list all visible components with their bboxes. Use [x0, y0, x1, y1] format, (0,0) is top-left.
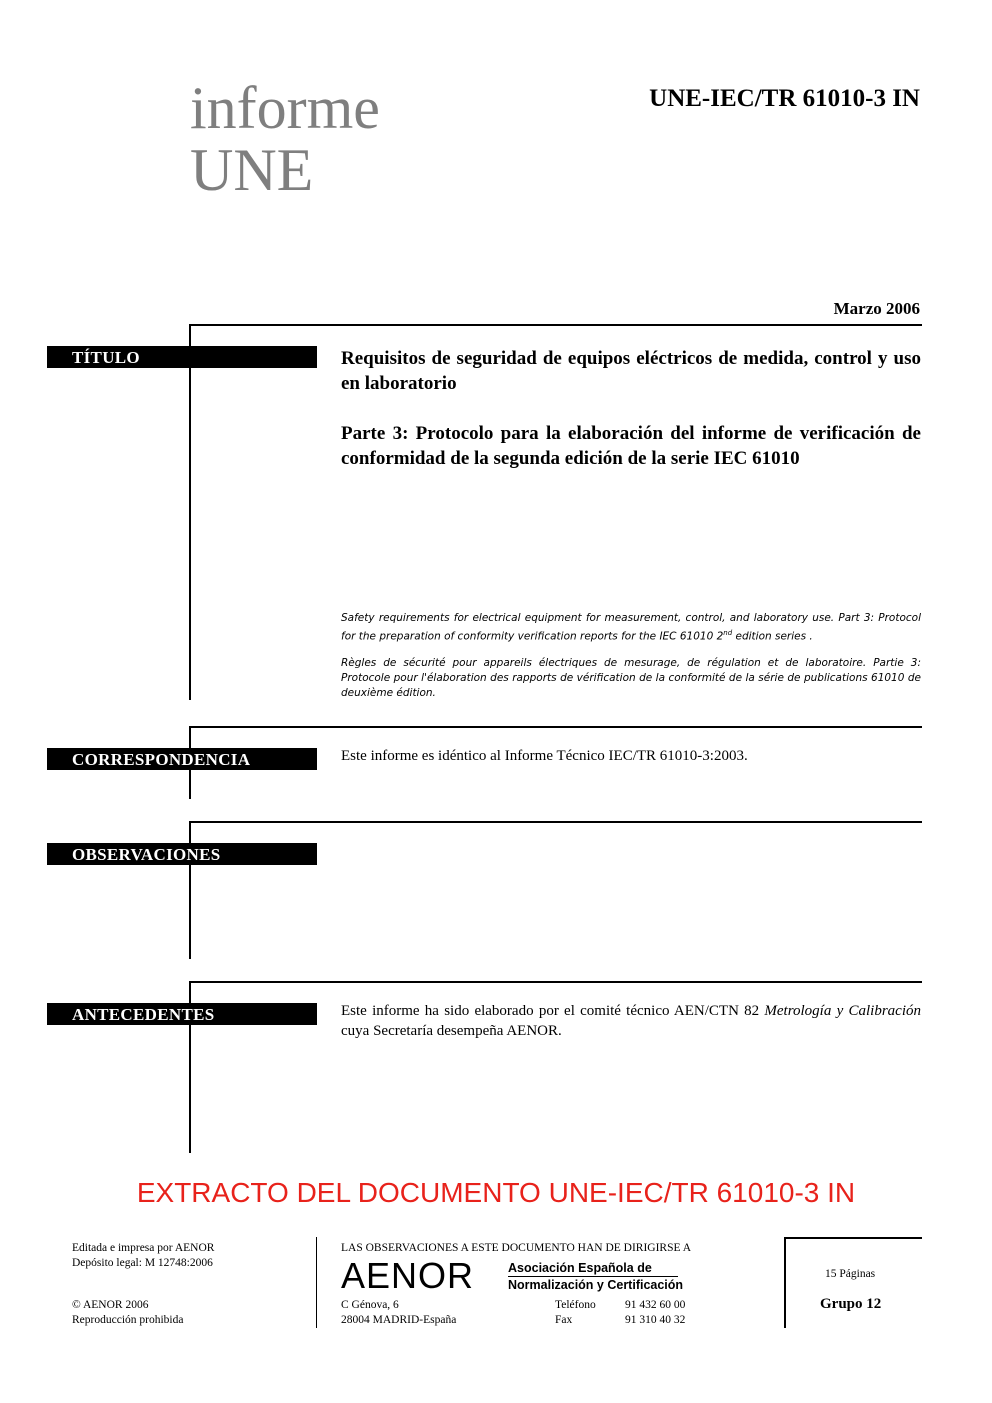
page-count: 15 Páginas: [825, 1268, 876, 1280]
part-spanish: Parte 3: Protocolo para la elaboración del informe de verificación de conformidad de la segunda edición de la serie IEC 61010: [341, 423, 921, 469]
section-rule: [189, 821, 191, 959]
address-city: 28004 MADRID-España: [341, 1314, 457, 1326]
antecedentes-text-start: Este informe ha sido elaborado por el comité técnico AEN/CTN 82: [341, 1003, 765, 1019]
title-french: Règles de sécurité pour appareils électriques de mesurage, de régulation et de laboratoire. Partie 3: Protocole pour l'élaboration des rapports de vérification de la conformité de la série de publications 61010 de deuxième édition.: [341, 657, 921, 699]
antecedentes-text-end: cuya Secretaría desempeña AENOR.: [341, 1023, 562, 1039]
title-english-tail: edition series .: [732, 630, 813, 643]
address-street: C Génova, 6: [341, 1299, 399, 1311]
brand-une: UNE: [190, 137, 314, 203]
committee-name: Metrología y Calibración: [764, 1003, 921, 1019]
section-divider: [189, 726, 922, 728]
price-group: Grupo 12: [820, 1296, 882, 1312]
label-correspondencia: CORRESPONDENCIA: [47, 748, 317, 770]
publication-date: Marzo 2006: [833, 299, 920, 318]
antecedentes-text: [341, 1001, 921, 1041]
title-english: [341, 611, 921, 645]
aenor-name-line2: Normalización y Certificación: [508, 1278, 684, 1292]
correspondencia-text: Este informe es idéntico al Informe Técnico IEC/TR 61010-3:2003.: [341, 748, 748, 764]
fax-label: Fax: [555, 1314, 573, 1326]
title-spanish: Requisitos de seguridad de equipos eléctricos de medida, control y uso en laboratorio: [341, 348, 921, 394]
legal-deposit: Depósito legal: M 12748:2006: [72, 1257, 213, 1269]
observations-notice: LAS OBSERVACIONES A ESTE DOCUMENTO HAN DE DIRIGIRSE A: [341, 1242, 692, 1254]
footer-separator: [316, 1237, 317, 1328]
phone-label: Teléfono: [555, 1299, 596, 1311]
brand-informe: informe: [190, 75, 380, 141]
phone-number: 91 432 60 00: [625, 1299, 686, 1311]
label-titulo: TÍTULO: [47, 346, 317, 368]
label-antecedentes: ANTECEDENTES: [47, 1003, 317, 1025]
aenor-name-line1: Asociación Española de: [508, 1261, 652, 1275]
fax-number: 91 310 40 32: [625, 1314, 686, 1326]
section-divider: [189, 821, 922, 823]
document-number: UNE-IEC/TR 61010-3 IN: [649, 85, 920, 112]
copyright: © AENOR 2006: [72, 1299, 149, 1311]
aenor-logo: AENOR: [341, 1255, 475, 1296]
title-english-text: Safety requirements for electrical equipment for measurement, control, and laboratory use. Part 3: Protocol for the preparation of conformity verification reports for the IEC 61010 2: [341, 612, 921, 643]
extract-notice: EXTRACTO DEL DOCUMENTO UNE-IEC/TR 61010-3 IN: [136, 1177, 856, 1208]
pages-box-left: [784, 1237, 786, 1328]
edited-by: Editada e impresa por AENOR: [72, 1242, 215, 1254]
reproduction-notice: Reproducción prohibida: [72, 1314, 184, 1326]
ordinal-suffix: nd: [723, 629, 733, 637]
pages-box-top: [784, 1237, 922, 1239]
section-divider: [189, 981, 922, 983]
section-rule: [189, 324, 191, 700]
label-observaciones: OBSERVACIONES: [47, 843, 317, 865]
section-divider: [189, 324, 922, 326]
